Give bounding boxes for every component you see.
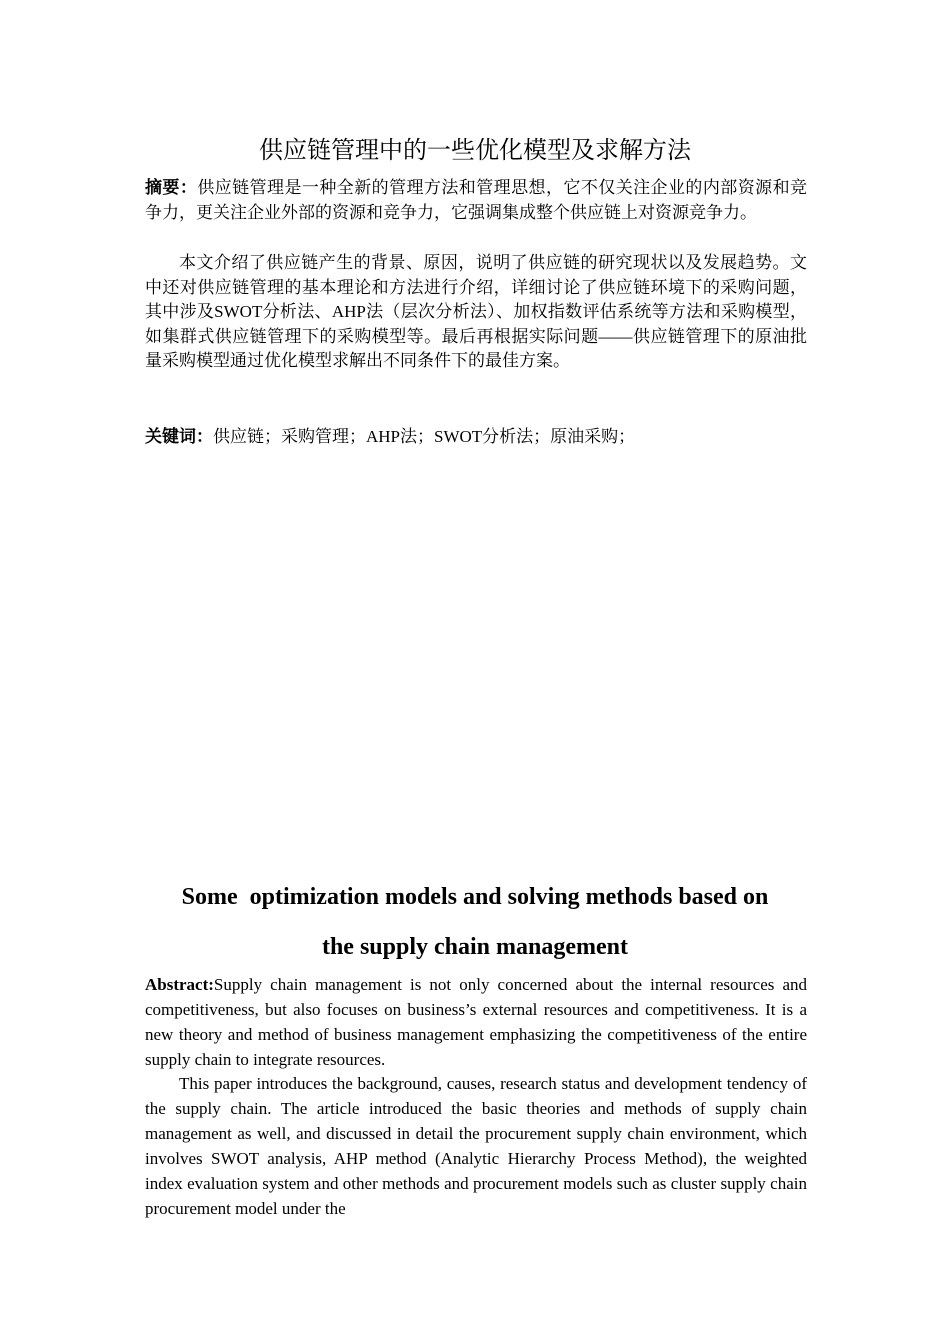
chinese-body bbox=[145, 251, 807, 374]
chinese-abstract-label: 摘要： bbox=[145, 178, 198, 197]
chinese-keywords bbox=[145, 425, 807, 449]
chinese-abstract-text: 供应链管理是一种全新的管理方法和管理思想，它不仅关注企业的内部资源和竞争力，更关注企业外部的资源和竞争力，它强调集成整个供应链上对资源竞争力。 bbox=[145, 178, 808, 222]
chinese-title: 供应链管理中的一些优化模型及求解方法 bbox=[259, 138, 691, 164]
chinese-keywords-label: 关键词： bbox=[145, 427, 213, 446]
english-abstract-label: Abstract: bbox=[145, 975, 214, 994]
english-body-paragraph: This paper introduces the background, causes, research status and development tendency of the supply chain. The article introduced the basic theories and methods of supply chain management as well, and discussed in detail the procurement supply chain environment, which involves SWOT analysis, AHP method (Analytic Hierarchy Process Method), the weighted index evaluation system and other methods and procurement models such as cluster supply chain procurement model under the bbox=[145, 1074, 807, 1218]
chinese-abstract bbox=[145, 176, 807, 225]
chinese-keywords-text: 供应链；采购管理；AHP法；SWOT分析法；原油采购； bbox=[213, 427, 636, 446]
chinese-body-paragraph: 本文介绍了供应链产生的背景、原因，说明了供应链的研究现状以及发展趋势。文中还对供应链管理的基本理论和方法进行介绍，详细讨论了供应链环境下的采购问题，其中涉及SWOT分析法、AHP法（层次分析法）、加权指数评估系统等方法和采购模型，如集群式供应链管理下的采购模型等。最后再根据实际问题——供应链管理下的原油批量采购模型通过优化模型求解出不同条件下的最佳方案。 bbox=[145, 253, 807, 370]
english-body bbox=[145, 1071, 807, 1221]
english-title-line2: the supply chain management bbox=[321, 934, 629, 960]
english-abstract-text: Supply chain management is not only concerned about the internal resources and competitiveness, but also focuses on business’s external resources and competitiveness. It is a new theory and method of business management emphasizing the competitiveness of the entire supply chain to integrate resources. bbox=[145, 975, 807, 1069]
english-abstract bbox=[145, 972, 807, 1072]
english-title-line1: Some optimization models and solving methods based on bbox=[181, 884, 769, 910]
